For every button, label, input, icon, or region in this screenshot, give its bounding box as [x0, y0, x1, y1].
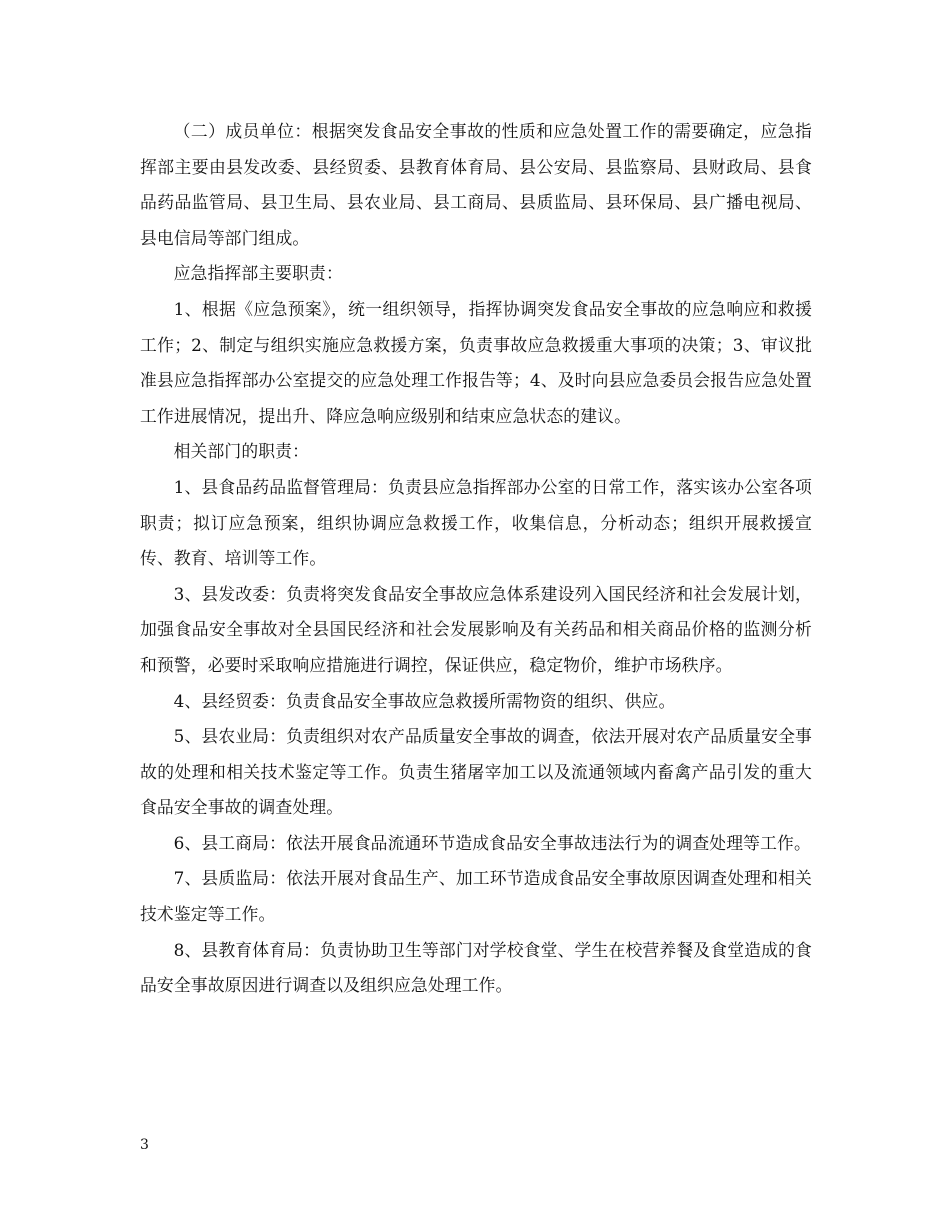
paragraph-trade-duties: 4、县经贸委：负责食品安全事故应急救援所需物资的组织、供应。 [173, 690, 676, 711]
paragraph-fda-duties: 1、县食品药品监督管理局：负责县应急指挥部办公室的日常工作，落实该办公室各项职责；拟订应急预案，组织协调应急救援工作，收集信息，分析动态；组织开展救援宣传、教育、培训等工作。 [140, 476, 812, 569]
document-body [140, 114, 812, 1004]
paragraph-development-duties: 3、县发改委：负责将突发食品安全事故应急体系建设列入国民经济和社会发展计划，加强食品安全事故对全县国民经济和社会发展影响及有关药品和相关商品价格的监测分析和预警，必要时采取响应措施进行调控，保证供应，稳定物价，维护市场秩序。 [140, 583, 812, 675]
heading-department-duties: 相关部门的职责： [173, 441, 310, 462]
paragraph-member-units: （二）成员单位：根据突发食品安全事故的性质和应急处置工作的需要确定，应急指挥部主要由县发改委、县经贸委、县教育体育局、县公安局、县监察局、县财政局、县食品药品监管局、县卫生局、县农业局、县工商局、县质监局、县环保局、县广播电视局、县电信局等部门组成。 [140, 121, 812, 248]
paragraph-commerce-duties: 6、县工商局：依法开展食品流通环节造成食品安全事故违法行为的调查处理等工作。 [173, 832, 811, 853]
page-number: 3 [140, 1137, 149, 1153]
paragraph-main-duties: 1、根据《应急预案》，统一组织领导，指挥协调突发食品安全事故的应急响应和救援工作；2、制定与组织实施应急救援方案，负责事故应急救援重大事项的决策；3、审议批准县应急指挥部办公室提交的应急处理工作报告等；4、及时向县应急委员会报告应急处置工作进展情况，提出升、降应急响应级别和结束应急状态的建议。 [140, 298, 812, 426]
paragraph-agriculture-duties: 5、县农业局：负责组织对农产品质量安全事故的调查，依法开展对农产品质量安全事故的处理和相关技术鉴定等工作。负责生猪屠宰加工以及流通领域内畜禽产品引发的重大食品安全事故的调查处理。 [140, 726, 812, 818]
paragraph-quality-duties: 7、县质监局：依法开展对食品生产、加工环节造成食品安全事故原因调查处理和相关技术鉴定等工作。 [140, 868, 812, 925]
paragraph-education-duties: 8、县教育体育局：负责协助卫生等部门对学校食堂、学生在校营养餐及食堂造成的食品安全事故原因进行调查以及组织应急处理工作。 [140, 939, 812, 996]
heading-main-duties: 应急指挥部主要职责： [173, 263, 343, 284]
